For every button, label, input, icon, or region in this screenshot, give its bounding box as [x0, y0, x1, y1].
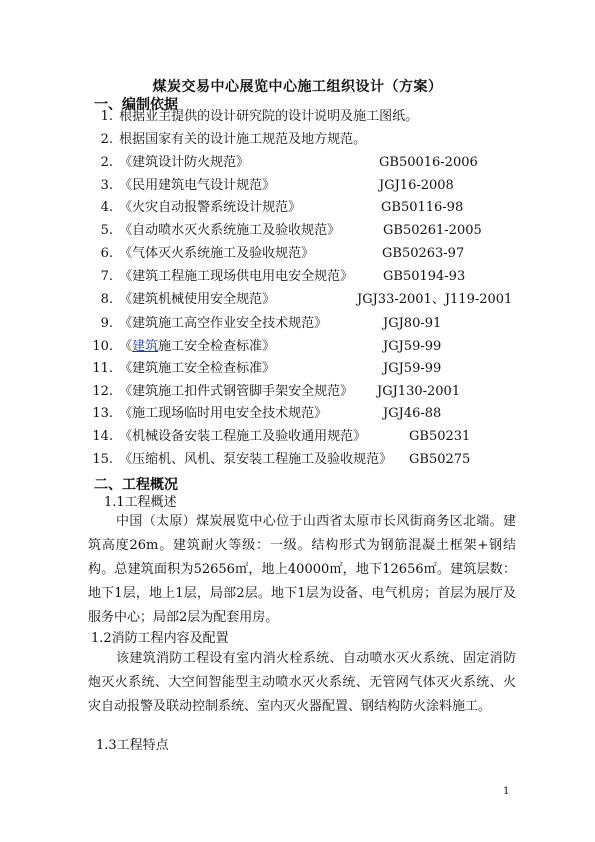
- item-text: [119, 339, 275, 354]
- item-number: 14.: [92, 429, 113, 444]
- subsection-title: 1.2消防工程内容及配置: [91, 631, 229, 646]
- item-text: 《建筑设计防火规范》: [119, 155, 250, 170]
- item-number: 5.: [100, 223, 113, 238]
- list-item: [87, 175, 527, 197]
- standard-code: GB50016-2006: [379, 155, 478, 170]
- item-number: 15.: [92, 452, 113, 467]
- standard-code: JGJ59-99: [383, 361, 442, 376]
- standard-code: JGJ33-2001、J119-2001: [357, 292, 513, 307]
- item-number: 1.: [100, 109, 113, 124]
- item-text-prefix: 《: [119, 339, 133, 354]
- item-number: 6.: [100, 246, 113, 261]
- list-item: [87, 449, 527, 471]
- list-item: [87, 336, 527, 358]
- item-text: 《建筑施工高空作业安全技术规范》: [119, 316, 328, 331]
- item-text: 《建筑施工扣件式钢管脚手架安全规范》: [119, 384, 354, 399]
- item-text: 《民用建筑电气设计规范》: [119, 178, 276, 193]
- item-number: 4.: [100, 200, 113, 215]
- paragraph-overview: [88, 510, 516, 630]
- standard-code: GB50275: [409, 452, 471, 467]
- item-number: 12.: [92, 384, 113, 399]
- item-number: 10.: [92, 339, 113, 354]
- standard-link[interactable]: 建筑: [132, 339, 159, 354]
- subsection-title: 1.3工程特点: [96, 738, 169, 753]
- item-text: 《建筑施工安全检查标准》: [119, 361, 276, 376]
- item-number: 8.: [100, 292, 113, 307]
- list-item: [87, 243, 527, 265]
- standard-code: JGJ130-2001: [377, 384, 461, 399]
- list-item: [87, 381, 527, 403]
- list-item: [87, 358, 527, 380]
- item-text: 《机械设备安装工程施工及验收通用规范》: [119, 429, 367, 444]
- paragraph-fire-protection: [88, 647, 516, 719]
- list-item: [87, 220, 527, 242]
- item-text: 《自动喷水灭火系统施工及验收规范》: [119, 223, 341, 238]
- standard-code: JGJ46-88: [383, 406, 442, 421]
- list-item: [87, 106, 527, 128]
- document-title: 煤炭交易中心展览中心施工组织设计（方案）: [152, 79, 443, 95]
- item-number: 3.: [100, 178, 113, 193]
- item-number: 11.: [92, 361, 113, 376]
- standard-code: GB50263-97: [382, 246, 465, 261]
- list-item: [87, 197, 527, 219]
- item-text: 《压缩机、风机、泵安装工程施工及验收规范》: [119, 452, 393, 467]
- item-text: 《建筑工程施工现场供电用电安全规范》: [119, 269, 354, 284]
- item-text-suffix: 施工安全检查标准》: [158, 339, 276, 354]
- standard-code: JGJ59-99: [383, 339, 442, 354]
- section-heading-basis: 一、编制依据: [94, 97, 178, 113]
- list-item: [87, 289, 527, 311]
- list-item: [87, 152, 527, 174]
- standard-code: GB50261-2005: [383, 223, 482, 238]
- item-text: 《建筑机械使用安全规范》: [119, 292, 276, 307]
- page-number: 1: [503, 786, 510, 797]
- paragraph-text: 中国（太原）煤炭展览中心位于山西省太原市长风街商务区北端。建筑高度26m。建筑耐火等级：一级。结构形式为钢筋混凝土框架+钢结构。总建筑面积为52656㎡，地上40000㎡，地下12656㎡。建筑层数：地下1层，地上1层，局部2层。地下1层为设备、电气机房；首层为展厅及服务中心；局部2层为配套用房。: [88, 514, 516, 625]
- section-heading-overview: 二、工程概况: [94, 477, 178, 493]
- list-item: [87, 266, 527, 288]
- item-text: 根据业主提供的设计研究院的设计说明及施工图纸。: [119, 109, 419, 124]
- standard-code: JGJ16-2008: [379, 178, 454, 193]
- list-item: [87, 313, 527, 335]
- subsection-title: 1.1工程概述: [104, 495, 177, 510]
- item-text: 根据国家有关的设计施工规范及地方规范。: [119, 132, 367, 147]
- item-text: 《施工现场临时用电安全技术规范》: [119, 406, 328, 421]
- item-text: 《火灾自动报警系统设计规范》: [119, 200, 302, 215]
- standard-code: JGJ80-91: [383, 316, 442, 331]
- standard-code: GB50116-98: [381, 200, 464, 215]
- standard-code: GB50231: [409, 429, 471, 444]
- paragraph-text: 该建筑消防工程设有室内消火栓系统、自动喷水灭火系统、固定消防炮灭火系统、大空间智能型主动喷水灭火系统、无管网气体灭火系统、火灾自动报警及联动控制系统、室内灭火器配置、钢结构防火涂料施工。: [88, 651, 516, 714]
- item-number: 2.: [100, 132, 113, 147]
- item-number: 9.: [100, 316, 113, 331]
- item-number: 2.: [100, 155, 113, 170]
- list-item: [87, 426, 527, 448]
- list-item: [87, 129, 527, 151]
- standard-code: GB50194-93: [383, 269, 466, 284]
- item-text: 《气体灭火系统施工及验收规范》: [119, 246, 315, 261]
- item-number: 7.: [100, 269, 113, 284]
- item-number: 13.: [92, 406, 113, 421]
- list-item: [87, 403, 527, 425]
